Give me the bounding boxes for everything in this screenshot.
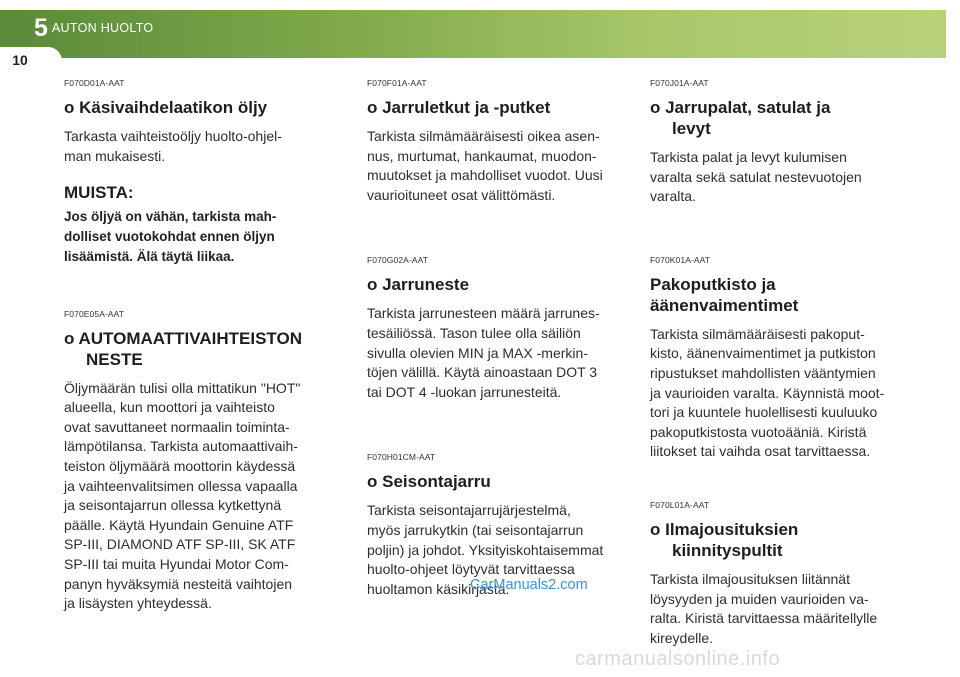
section-heading-line1: o Jarrupalat, satulat ja <box>650 98 831 117</box>
section-body: Öljymäärän tulisi olla mittatikun "HOT" alueella, kun moottori ja vaihteisto ovat savuttaneet normaalin toiminta- lämpötilansa. Tarkista automaattivaih- teiston öljymäärä moottorin käydessä ja vaihteenvalitsimen ollessa vapaalla ja seisontajarrun ollessa kytkettynä päälle. Käytä Hyundain Genuine ATF SP-III, DIAMOND ATF SP-III, SK ATF SP-III tai muita Hyundai Motor Com- panyn hyväksymiä nesteitä vaihtojen ja lisäysten yhteydessä. <box>64 379 301 612</box>
section-heading: o Jarruletkut ja -putket <box>367 98 551 117</box>
section-body: Tarkista silmämääräisesti pakoput- kisto, äänenvaimentimet ja putkiston ripustukset mahdollisten vääntymien ja vaurioiden varalta. Käynnistä moot- tori ja kuuntele huolellisesti kuuluuko pakoputkistosta vuotoääniä. Kiristä liitokset tai vaihda osat tarvittaessa. <box>650 325 885 460</box>
section-heading <box>650 274 932 316</box>
section-heading: o Käsivaihdelaatikon öljy <box>64 98 268 117</box>
section-body: Tarkista palat ja levyt kulumisen varalta sekä satulat nestevuotojen varalta. <box>650 149 862 205</box>
section-heading-line2: NESTE <box>86 349 143 369</box>
section-heading-line2: kiinnityspultit <box>672 540 783 560</box>
section-heading <box>650 97 932 139</box>
section-heading <box>650 519 932 561</box>
page-number: 10 <box>12 52 28 68</box>
section-heading-line1: o AUTOMAATTIVAIHTEISTON <box>64 328 302 348</box>
section-body: Tarkista ilmajousituksen liitännät löysyyden ja muiden vaurioiden va- ralta. Kiristä tarvittaessa määritellylle kireydelle. <box>650 570 878 646</box>
watermark-footer: carmanualsonline.info <box>575 648 781 670</box>
section-body: Tarkista silmämääräisesti oikea asen- nus, murtumat, hankaumat, muodon- muutokset ja mahdolliset vuodot. Uusi vaurioituneet osat välittömästi. <box>367 128 603 203</box>
section-heading-line1: Pakoputkisto ja <box>650 274 776 294</box>
chapter-number: 5 <box>34 13 48 42</box>
chapter-title: AUTON HUOLTO <box>51 21 154 35</box>
section-body: Tarkista jarrunesteen määrä jarrunes- tesäiliössä. Tason tulee olla säiliön sivulla olevien MIN ja MAX -merkin- töjen välillä. Käytä ainoastaan DOT 3 tai DOT 4 -luokan jarrunesteitä. <box>367 305 600 400</box>
section-code: F070D01A-AAT <box>64 78 125 88</box>
section-heading: o Jarruneste <box>367 275 470 295</box>
section-code: F070H01CM-AAT <box>367 452 436 463</box>
column-right <box>650 78 932 648</box>
section-code: F070L01A-AAT <box>650 499 710 510</box>
note-body: Jos öljyä on vähän, tarkista mah- dolliset vuotokohdat ennen öljyn lisäämistä. Älä täytä liikaa. <box>64 209 277 264</box>
section-heading-line2: äänenvaimentimet <box>650 295 799 315</box>
column-middle <box>367 78 635 599</box>
section-code: F070J01A-AAT <box>650 78 709 88</box>
section-code: F070F01A-AAT <box>367 78 427 88</box>
section-body: Tarkista seisontajarrujärjestelmä, myös jarrukytkin (tai seisontajarrun poljin) ja johdot. Yksityiskohtaisemmat huolto-ohjeet löytyvät tarvittaessa huoltamon käsikirjasta. <box>367 502 604 597</box>
section-code: F070E05A-AAT <box>64 308 125 319</box>
section-heading: o Seisontajarru <box>367 472 491 492</box>
note-title: MUISTA: <box>64 183 134 203</box>
section-body: Tarkasta vaihteistoöljy huolto-ohjel- man mukaisesti. <box>64 128 282 164</box>
watermark-link[interactable]: CarManuals2.com <box>470 577 588 593</box>
chapter-label <box>34 14 153 42</box>
section-heading <box>64 328 342 370</box>
section-code: F070G02A-AAT <box>367 255 429 266</box>
section-heading-line1: o Ilmajousituksien <box>650 519 799 539</box>
page-number-tab <box>0 47 62 73</box>
section-code: F070K01A-AAT <box>650 254 711 265</box>
column-left <box>64 78 342 614</box>
section-heading-line2: levyt <box>672 119 711 138</box>
